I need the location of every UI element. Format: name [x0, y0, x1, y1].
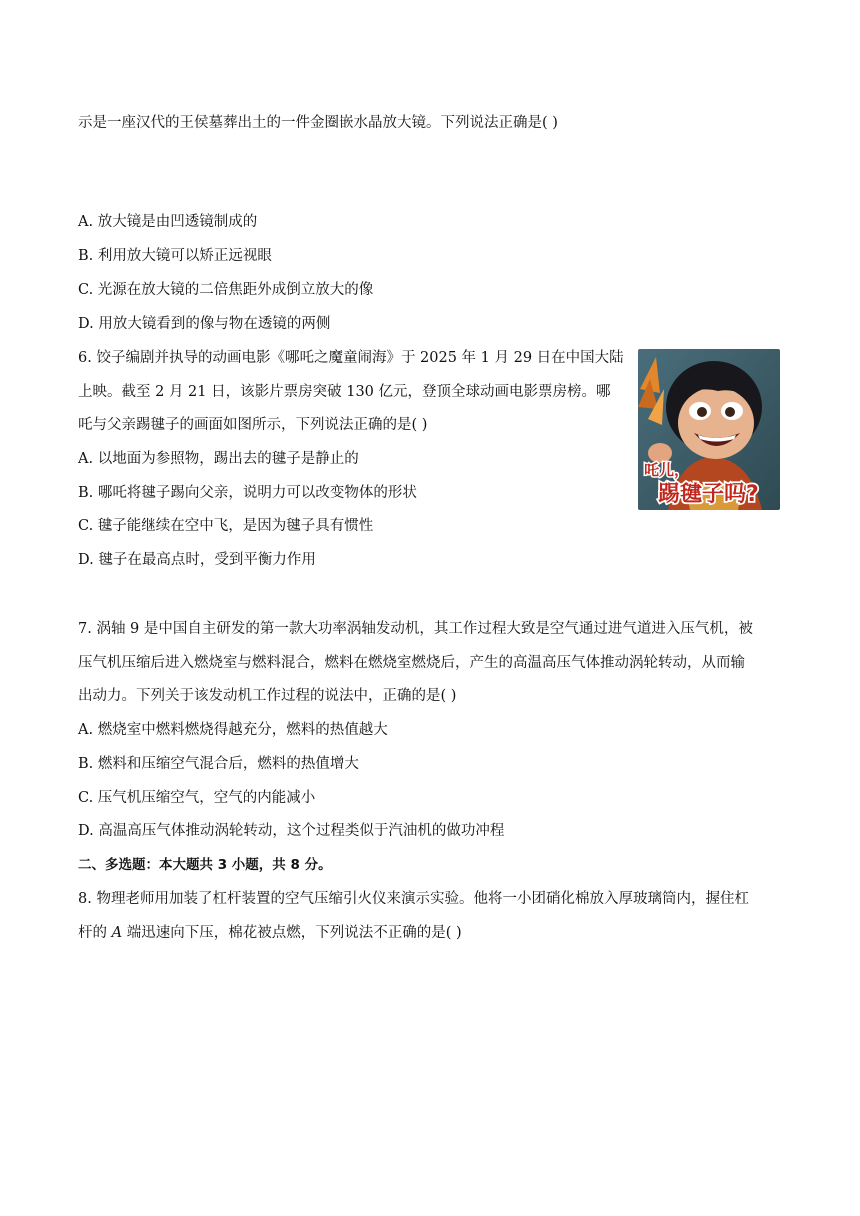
q8-line2-start: 杆的 [78, 925, 112, 941]
q6-stem-line-2: 上映。截至 2 月 21 日，该影片票房突破 130 亿元，登顶全球动画电影票房榜。哪 [78, 384, 611, 400]
q8-variable-a: A [111, 925, 123, 941]
q7-option-c: C. 压气机压缩空气，空气的内能减小 [78, 790, 316, 806]
q5-option-a: A. 放大镜是由凹透镜制成的 [78, 214, 258, 230]
q7-option-b: B. 燃料和压缩空气混合后，燃料的热值增大 [78, 756, 359, 772]
q7-stem-line-1: 7. 涡轴 9 是中国自主研发的第一款大功率涡轴发动机，其工作过程大致是空气通过进气道进入压气机，被 [78, 621, 753, 637]
q6-option-a: A. 以地面为参照物，踢出去的毽子是静止的 [78, 451, 359, 467]
nezha-illustration [638, 349, 780, 510]
q7-stem-line-3: 出动力。下列关于该发动机工作过程的说法中，正确的是( ) [78, 688, 457, 704]
q5-option-b: B. 利用放大镜可以矫正远视眼 [78, 248, 272, 264]
section-heading-multiple-choice: 二、多选题：本大题共 3 小题，共 8 分。 [78, 857, 332, 873]
q6-stem-line-3: 吒与父亲踢毽子的画面如图所示，下列说法正确的是( ) [78, 417, 428, 433]
q8-stem-line-2 [78, 923, 462, 943]
illustration-caption-bottom: 踢毽子吗? [658, 482, 759, 507]
illustration-caption-top: 吒儿， [644, 461, 690, 479]
q5-stem: 示是一座汉代的王侯墓葬出土的一件金圈嵌水晶放大镜。下列说法正确是( ) [78, 115, 558, 131]
q5-option-d: D. 用放大镜看到的像与物在透镜的两侧 [78, 316, 331, 332]
q8-line2-end: 端迅速向下压，棉花被点燃，下列说法不正确的是( ) [122, 925, 462, 941]
q5-option-c: C. 光源在放大镜的二倍焦距外成倒立放大的像 [78, 282, 374, 298]
q7-option-d: D. 高温高压气体推动涡轮转动，这个过程类似于汽油机的做功冲程 [78, 823, 505, 839]
q7-stem-line-2: 压气机压缩后进入燃烧室与燃料混合，燃料在燃烧室燃烧后，产生的高温高压气体推动涡轮转动，从而输 [78, 655, 745, 671]
q6-option-c: C. 毽子能继续在空中飞，是因为毽子具有惯性 [78, 518, 374, 534]
q8-stem-line-1: 8. 物理老师用加装了杠杆装置的空气压缩引火仪来演示实验。他将一小团硝化棉放入厚玻璃筒内，握住杠 [78, 891, 749, 907]
q6-stem-line-1: 6. 饺子编剧并执导的动画电影《哪吒之魔童闹海》于 2025 年 1 月 29 日在中国大陆 [78, 350, 624, 366]
q6-option-d: D. 毽子在最高点时，受到平衡力作用 [78, 552, 316, 568]
q7-option-a: A. 燃烧室中燃料燃烧得越充分，燃料的热值越大 [78, 722, 388, 738]
q6-option-b: B. 哪吒将毽子踢向父亲，说明力可以改变物体的形状 [78, 485, 417, 501]
